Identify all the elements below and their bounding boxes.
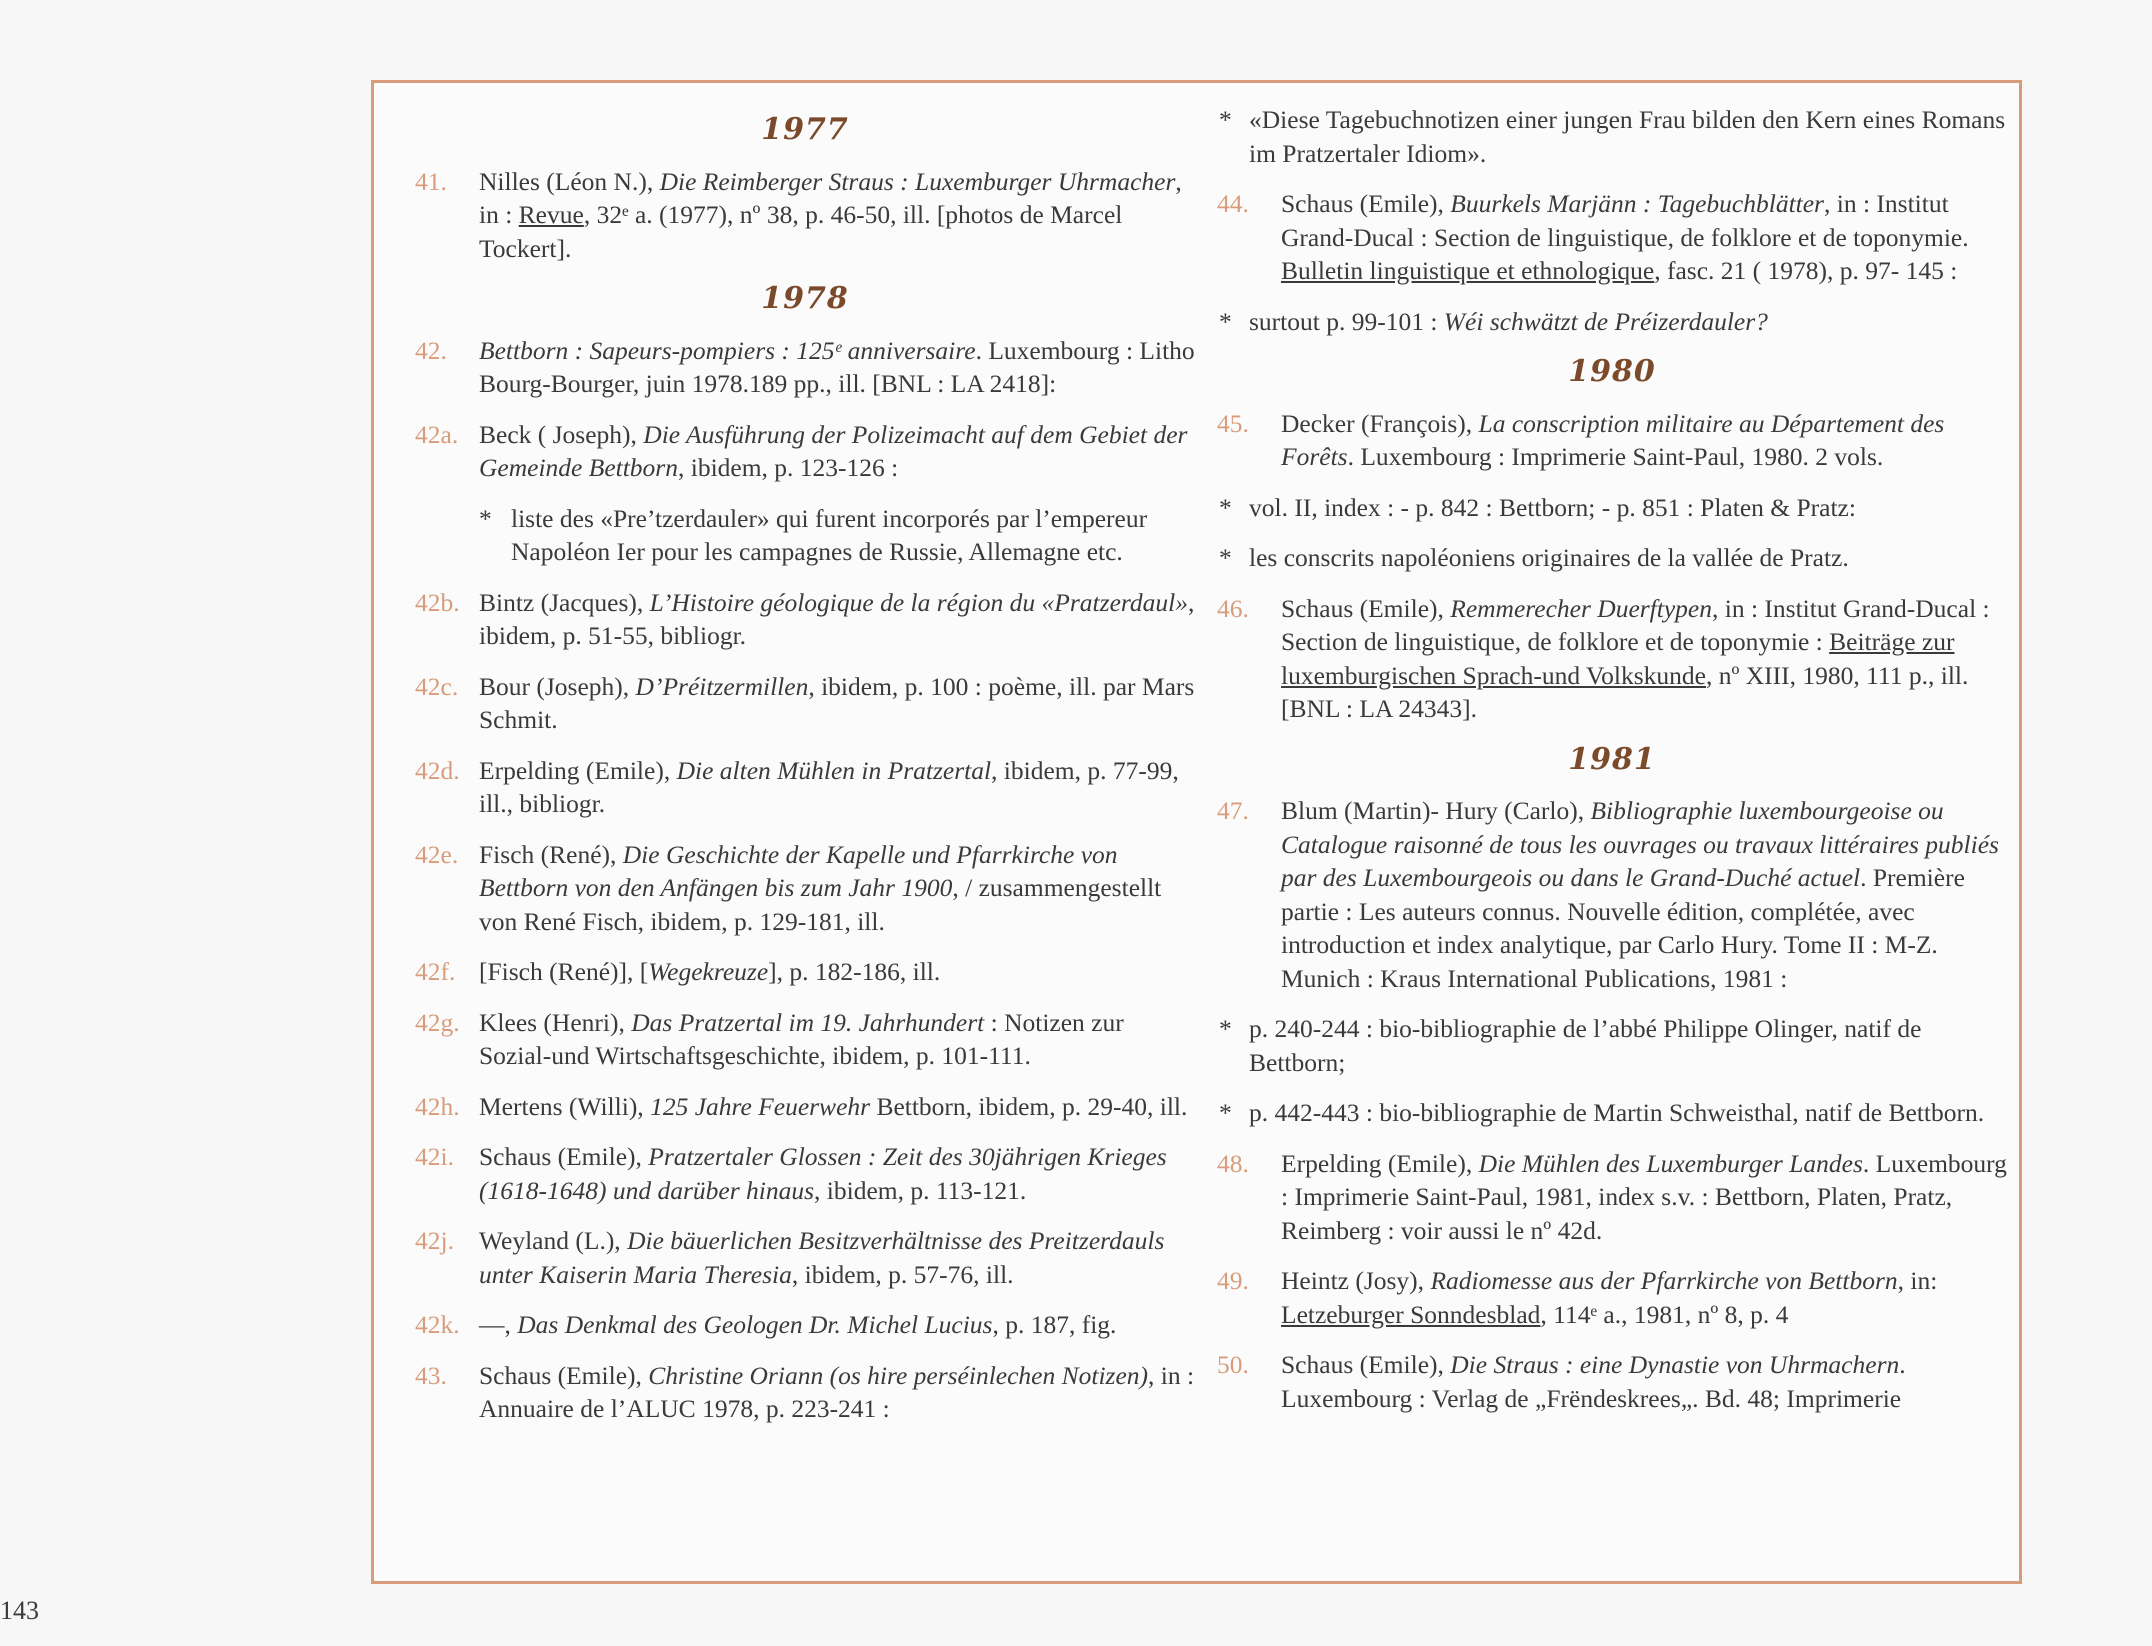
entry-number: 42e. — [415, 839, 459, 869]
entry-author: Schaus (Emile), — [479, 1142, 649, 1171]
entry-number: 42k. — [415, 1310, 460, 1339]
entry-text: , in : — [479, 166, 1182, 229]
entry-number: 43. — [415, 1360, 447, 1390]
year-heading-1981: 1981 — [1568, 741, 1656, 777]
entry-number: 42f. — [415, 957, 456, 986]
note-44 — [1217, 305, 2007, 339]
entry-title: Wegekreuze — [648, 957, 769, 986]
asterisk-bullet: * — [479, 503, 492, 533]
entry-author: Schaus (Emile), — [1281, 1350, 1451, 1379]
asterisk-bullet: * — [1219, 105, 1232, 134]
entry-42d — [415, 754, 1195, 821]
entry-title: D’Préitzermillen — [635, 671, 809, 701]
entry-author: Nilles (Léon N.), — [479, 166, 660, 196]
entry-title: Die Geschichte der Kapelle und Pfarrkirche von Bettborn von den Anfängen bis zum Jahr 1900 — [479, 839, 1118, 902]
note-45a — [1217, 491, 2007, 525]
entry-title: Die bäuerlichen Besitzverhältnisse des Preitzerdauls unter Kaiserin Maria Theresia — [479, 1226, 1165, 1289]
page-number: 143 — [0, 1596, 39, 1625]
entry-author: Beck ( Joseph), — [479, 419, 644, 449]
note-title: Wéi schwätzt de Préizerdauler? — [1443, 306, 1768, 336]
note-text: liste des «Pre’tzerdauler» qui furent incorporés par l’empereur Napoléon Ier pour les campagnes de Russie, Allemagne etc. — [511, 503, 1148, 566]
entry-author: —, — [479, 1310, 518, 1339]
entry-title: Die Straus : eine Dynastie von Uhrmachern — [1450, 1350, 1900, 1379]
note-45b — [1217, 541, 2007, 575]
entry-46 — [1217, 592, 2007, 726]
entry-title: Das Pratzertal im 19. Jahrhundert — [631, 1007, 985, 1037]
entry-title: Pratzertaler Glossen : Zeit des 30jährigen Krieges (1618-1648) und darüber hinaus — [479, 1142, 1167, 1205]
entry-title: La conscription militaire au Département des Forêts — [1281, 408, 1945, 471]
entry-title: Die Ausführung der Polizeimacht auf dem Gebiet der Gemeinde Bettborn — [479, 419, 1188, 482]
entry-text: , in : Institut Grand-Ducal : Section de linguistique, de folklore et de toponymie : — [1281, 593, 1990, 656]
entry-number: 46. — [1217, 593, 1249, 623]
entry-title: Bibliographie luxembourgeoise ou Catalogue raisonné de tous les ouvrages ou travaux littéraires publiés par des Luxembourgeois ou dans le Grand-Duché actuel — [1281, 796, 1999, 892]
right-column — [1217, 103, 2007, 1432]
entry-42a — [415, 418, 1195, 485]
entry-number: 42b. — [415, 587, 460, 617]
entry-text: , ibidem, p. 100 : poème, ill. par Mars Schmit. — [479, 671, 1195, 734]
entry-number: 50. — [1217, 1350, 1249, 1379]
entry-44 — [1217, 187, 2007, 288]
entry-number: 44. — [1217, 189, 1249, 218]
entry-title: L’Histoire géologique de la région du «Pratzerdaul» — [649, 587, 1188, 617]
entry-text: , p. 187, fig. — [992, 1310, 1117, 1339]
entry-text: , ibidem, p. 57-76, ill. — [791, 1259, 1014, 1289]
entry-42e — [415, 838, 1195, 939]
note-42a — [415, 502, 1195, 569]
asterisk-bullet: * — [1219, 543, 1232, 572]
entry-journal: Bulletin linguistique et ethnologique — [1281, 256, 1655, 285]
note-text: p. 240-244 : bio-bibliographie de l’abbé Philippe Olinger, natif de Bettborn; — [1249, 1014, 1922, 1077]
entry-title: Die alten Mühlen in Pratzertal — [676, 755, 992, 785]
entry-title: Radiomesse aus der Pfarrkirche von Bettborn — [1430, 1266, 1898, 1295]
entry-42h — [415, 1090, 1195, 1124]
note-text: vol. II, index : - p. 842 : Bettborn; - p. 851 : Platen & Pratz: — [1249, 492, 1856, 522]
entry-42k — [415, 1308, 1195, 1342]
entry-text: . Première partie : Les auteurs connus. Nouvelle édition, complétée, avec introduction et index analytique, par Carlo Hury. Tome II : M-Z. Munich : Kraus International Publications, 1981 : — [1281, 863, 1965, 993]
entry-author: Erpelding (Emile), — [479, 755, 677, 785]
entry-number: 42d. — [415, 755, 460, 785]
entry-text: , in: — [1897, 1266, 1938, 1295]
entry-45 — [1217, 407, 2007, 474]
entry-author: Schaus (Emile), — [1281, 189, 1451, 218]
entry-title: Die Mühlen des Luxemburger Landes — [1478, 1148, 1863, 1178]
asterisk-bullet: * — [1219, 1098, 1232, 1127]
entry-text: . Luxembourg : Imprimerie Saint-Paul, 1981, index s.v. : Bettborn, Platen, Pratz, Reimberg : voir aussi le nº 42d. — [1281, 1148, 2007, 1245]
entry-number: 48. — [1217, 1148, 1249, 1178]
entry-author: Schaus (Emile), — [1281, 593, 1451, 623]
entry-42g — [415, 1006, 1195, 1073]
entry-text: , 114ᵉ a., 1981, nº 8, p. 4 — [1540, 1299, 1789, 1329]
entry-49 — [1217, 1264, 2007, 1331]
entry-text: ], p. 182-186, ill. — [768, 957, 941, 986]
entry-50 — [1217, 1348, 2007, 1415]
entry-author: Mertens (Willi), — [479, 1091, 651, 1121]
entry-title: Remmerecher Duerftypen — [1450, 593, 1712, 623]
entry-number: 41. — [415, 166, 447, 196]
entry-author: Fisch (René), — [479, 839, 623, 869]
note-text: surtout p. 99-101 : — [1249, 306, 1444, 336]
asterisk-bullet: * — [1219, 1014, 1232, 1043]
year-heading-1977: 1977 — [761, 112, 849, 147]
entry-title: 125 Jahre Feuerwehr — [650, 1091, 871, 1121]
left-column — [415, 103, 1195, 1443]
entry-text: , ibidem, p. 123-126 : — [677, 453, 899, 482]
entry-journal: Revue — [518, 200, 584, 229]
entry-number: 42h. — [415, 1091, 460, 1121]
entry-43 — [415, 1359, 1195, 1426]
entry-text: , 32ᵉ a. (1977), nº 38, p. 46-50, ill. [photos de Marcel Tockert]. — [479, 200, 1123, 263]
entry-author: [Fisch (René)], [ — [479, 957, 649, 986]
entry-text: , in : Institut Grand-Ducal : Section de linguistique, de folklore et de toponymie. — [1281, 189, 1969, 252]
entry-number: 42j. — [415, 1226, 454, 1255]
entry-text: , nº XIII, 1980, 111 p., ill. [BNL : LA 24343]. — [1281, 660, 1969, 723]
note-43 — [1217, 103, 2007, 170]
year-heading-1978: 1978 — [761, 281, 849, 316]
entry-text: . Luxembourg : Imprimerie Saint-Paul, 1980. 2 vols. — [1347, 442, 1884, 471]
entry-41 — [415, 165, 1195, 266]
entry-text: Bettborn, ibidem, p. 29-40, ill. — [870, 1091, 1188, 1121]
entry-text: : Notizen zur Sozial-und Wirtschaftsgeschichte, ibidem, p. 101-111. — [479, 1007, 1124, 1070]
entry-number: 42i. — [415, 1142, 454, 1171]
entry-number: 42g. — [415, 1007, 460, 1037]
note-47a — [1217, 1012, 2007, 1079]
entry-48 — [1217, 1147, 2007, 1248]
entry-text: . Luxembourg : Litho Bourg-Bourger, juin 1978.189 pp., ill. [BNL : LA 2418]: — [479, 335, 1195, 398]
entry-text: , / zusammengestellt von René Fisch, ibidem, p. 129-181, ill. — [479, 873, 1162, 936]
entry-author: Decker (François), — [1281, 408, 1479, 438]
year-heading-1980: 1980 — [1568, 354, 1656, 389]
entry-42c — [415, 670, 1195, 737]
entry-47 — [1217, 794, 2007, 995]
entry-number: 47. — [1217, 796, 1249, 825]
entry-42f — [415, 955, 1195, 989]
entry-text: , ibidem, p. 51-55, bibliogr. — [479, 587, 1195, 650]
entry-text: , ibidem, p. 77-99, ill., bibliogr. — [479, 755, 1179, 818]
entry-number: 45. — [1217, 408, 1249, 438]
entry-number: 49. — [1217, 1266, 1249, 1295]
entry-number: 42c. — [415, 671, 459, 701]
entry-author: Heintz (Josy), — [1281, 1266, 1431, 1295]
note-text: «Diese Tagebuchnotizen einer jungen Frau bilden den Kern eines Romans im Pratzertaler Idiom». — [1249, 105, 2006, 168]
entry-42 — [415, 334, 1195, 401]
entry-text: , fasc. 21 ( 1978), p. 97- 145 : — [1654, 256, 1958, 285]
entry-42i — [415, 1140, 1195, 1207]
note-text: les conscrits napoléoniens originaires de la vallée de Pratz. — [1249, 543, 1849, 572]
note-47b — [1217, 1096, 2007, 1130]
entry-title: Bettborn : Sapeurs-pompiers : 125ᵉ anniversaire — [479, 335, 976, 365]
entry-title: Die Reimberger Straus : Luxemburger Uhrmacher — [659, 166, 1176, 196]
entry-author: Bour (Joseph), — [479, 671, 636, 701]
asterisk-bullet: * — [1219, 492, 1232, 522]
entry-text: , ibidem, p. 113-121. — [814, 1175, 1027, 1205]
entry-journal: Beiträge zur luxemburgischen Sprach-und Volkskunde — [1281, 627, 1955, 690]
entry-author: Blum (Martin)- Hury (Carlo), — [1281, 796, 1591, 825]
asterisk-bullet: * — [1219, 306, 1232, 336]
entry-title: Das Denkmal des Geologen Dr. Michel Lucius — [517, 1310, 993, 1339]
entry-author: Erpelding (Emile), — [1281, 1148, 1479, 1178]
entry-author: Klees (Henri), — [479, 1007, 632, 1037]
entry-author: Bintz (Jacques), — [479, 587, 650, 617]
entry-42b — [415, 586, 1195, 653]
note-text: p. 442-443 : bio-bibliographie de Martin Schweisthal, natif de Bettborn. — [1249, 1098, 1985, 1127]
entry-number: 42a. — [415, 419, 459, 449]
entry-text: , in : Annuaire de l’ALUC 1978, p. 223-241 : — [479, 1360, 1195, 1423]
entry-author: Weyland (L.), — [479, 1226, 628, 1255]
entry-text: . Luxembourg : Verlag de „Frëndeskrees„. Bd. 48; Imprimerie — [1281, 1350, 1906, 1413]
entry-42j — [415, 1224, 1195, 1291]
bibliography-frame — [371, 80, 2022, 1584]
entry-author: Schaus (Emile), — [479, 1360, 649, 1390]
entry-journal: Letzeburger Sonndesblad — [1281, 1299, 1541, 1329]
entry-title: Christine Oriann (os hire perséinlechen Notizen) — [648, 1360, 1149, 1390]
entry-number: 42. — [415, 335, 447, 365]
entry-title: Buurkels Marjänn : Tagebuchblätter — [1450, 189, 1824, 218]
